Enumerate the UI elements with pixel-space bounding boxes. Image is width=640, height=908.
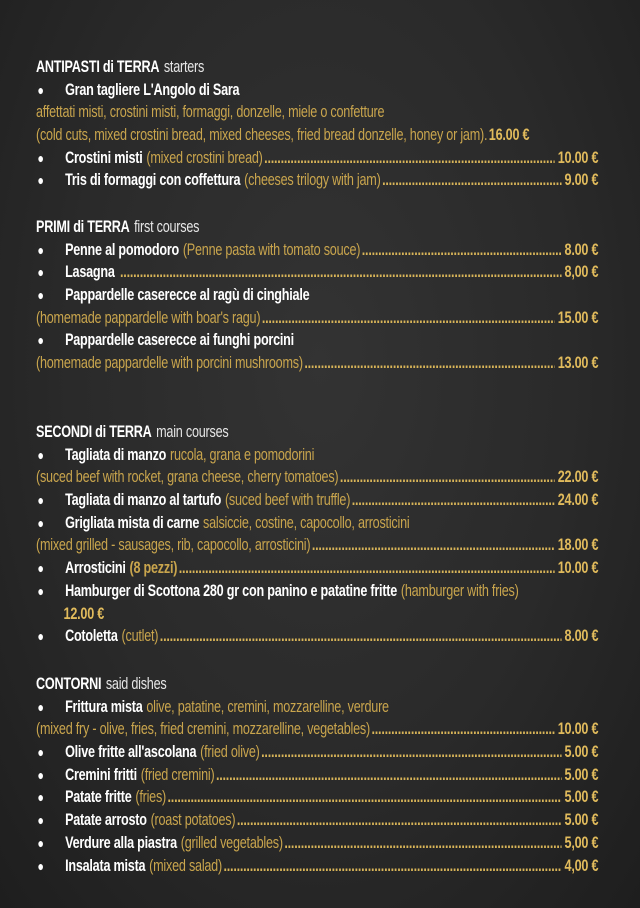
menu-line bbox=[36, 169, 598, 192]
dish-description: affettati misti, crostini misti, formaggi, donzelle, miele o confetture bbox=[36, 103, 385, 122]
menu-line bbox=[36, 466, 598, 489]
dish-price: 18.00 € bbox=[557, 536, 599, 555]
dish-name: Patate arrosto bbox=[65, 811, 147, 830]
bullet-icon: ● bbox=[37, 149, 44, 166]
menu-line bbox=[36, 512, 598, 535]
dish-description: salsiccie, costine, capocollo, arrosticini bbox=[202, 513, 410, 532]
dish-description: (mixed crostini bread) bbox=[146, 148, 263, 167]
dish-description: (fried cremini) bbox=[140, 765, 215, 784]
menu-line bbox=[36, 489, 598, 512]
dot-leader bbox=[168, 786, 562, 809]
dot-leader bbox=[352, 489, 555, 512]
bullet-icon: ● bbox=[37, 789, 44, 806]
dish-price: 10.00 € bbox=[557, 720, 599, 739]
dish-name: Lasagna bbox=[65, 263, 115, 282]
dish-name: Verdure alla piastra bbox=[65, 833, 177, 852]
dot-leader bbox=[382, 169, 561, 192]
dish-description: (hamburger with fries) bbox=[400, 581, 519, 600]
bullet-icon: ● bbox=[37, 492, 44, 509]
menu-section bbox=[36, 421, 598, 648]
menu-line bbox=[36, 329, 598, 352]
menu-line bbox=[36, 352, 598, 375]
section-title: SECONDI di TERRA bbox=[36, 423, 152, 441]
dish-description: (cutlet) bbox=[121, 627, 159, 646]
menu-line bbox=[36, 580, 598, 603]
dish-name: Grigliata mista di carne bbox=[65, 513, 200, 532]
dish-name: Tagliata di manzo al tartufo bbox=[65, 491, 222, 510]
dish-name: Patate fritte bbox=[65, 788, 132, 807]
section-subtitle: said dishes bbox=[105, 675, 167, 693]
section-header bbox=[36, 673, 598, 696]
dish-description: (homemade pappardelle with porcini mushrooms) bbox=[36, 354, 303, 373]
menu-line bbox=[36, 147, 598, 170]
menu-line bbox=[36, 741, 598, 764]
dish-price: 5.00 € bbox=[564, 788, 599, 807]
menu-line bbox=[36, 261, 598, 284]
menu-line bbox=[36, 239, 598, 262]
bullet-icon: ● bbox=[37, 287, 44, 304]
menu-line bbox=[36, 625, 598, 648]
bullet-icon: ● bbox=[37, 514, 44, 531]
section-subtitle: main courses bbox=[156, 423, 229, 441]
bullet-icon: ● bbox=[37, 834, 44, 851]
dish-description: (Penne pasta with tomato souce) bbox=[182, 240, 361, 259]
dish-name: Crostini misti bbox=[65, 148, 143, 167]
section-header bbox=[36, 56, 598, 79]
dish-name: Tagliata di manzo bbox=[65, 445, 167, 464]
dish-name: Hamburger di Scottona 280 gr con panino e patatine fritte bbox=[65, 581, 398, 600]
menu-line bbox=[36, 444, 598, 467]
section-header bbox=[36, 216, 598, 239]
bullet-icon: ● bbox=[37, 446, 44, 463]
section-title: CONTORNI bbox=[36, 675, 102, 693]
dish-name: Frittura mista bbox=[65, 697, 143, 716]
menu-section bbox=[36, 216, 598, 375]
menu-line bbox=[36, 534, 598, 557]
dish-price: 8,00 € bbox=[564, 263, 599, 282]
section-subtitle: first courses bbox=[134, 218, 200, 236]
dot-leader bbox=[237, 809, 562, 832]
bullet-icon: ● bbox=[37, 332, 44, 349]
menu-line bbox=[36, 307, 598, 330]
dish-description: (roast potatoes) bbox=[150, 811, 236, 830]
bullet-icon: ● bbox=[37, 241, 44, 258]
dish-price: 5,00 € bbox=[564, 833, 599, 852]
dish-description: (mixed fry - olive, fries, fried cremini, mozzarelline, vegetables) bbox=[36, 720, 370, 739]
dot-leader bbox=[371, 718, 554, 741]
section-header bbox=[36, 421, 598, 444]
dish-price: 5.00 € bbox=[564, 765, 599, 784]
menu-line bbox=[36, 696, 598, 719]
menu-section bbox=[36, 673, 598, 877]
dish-description: rucola, grana e pomodorini bbox=[169, 445, 315, 464]
dish-name: Tris di formaggi con coffettura bbox=[65, 171, 241, 190]
menu-line bbox=[36, 101, 598, 124]
dish-price: 10.00 € bbox=[557, 148, 599, 167]
menu-line bbox=[36, 786, 598, 809]
menu-line bbox=[36, 718, 598, 741]
dish-price: 5.00 € bbox=[564, 811, 599, 830]
dot-leader bbox=[216, 764, 562, 787]
section-title: ANTIPASTI di TERRA bbox=[36, 58, 160, 76]
bullet-icon: ● bbox=[37, 264, 44, 281]
dish-name: Olive fritte all'ascolana bbox=[65, 743, 197, 762]
dish-price: 8.00 € bbox=[564, 240, 599, 259]
menu-line bbox=[36, 855, 598, 878]
dish-name: Pappardelle caserecce ai funghi porcini bbox=[65, 331, 294, 350]
menu-line bbox=[36, 764, 598, 787]
dot-leader bbox=[120, 261, 561, 284]
dish-name: Gran tagliere L'Angolo di Sara bbox=[65, 80, 240, 99]
bullet-icon: ● bbox=[37, 582, 44, 599]
dish-price: 24.00 € bbox=[557, 491, 599, 510]
dot-leader bbox=[179, 557, 555, 580]
dish-name: Cotoletta bbox=[65, 627, 118, 646]
menu-section bbox=[36, 56, 598, 192]
bullet-icon: ● bbox=[37, 81, 44, 98]
dish-description: (fries) bbox=[135, 788, 167, 807]
dish-price: 15.00 € bbox=[557, 308, 599, 327]
menu-line bbox=[36, 284, 598, 307]
bullet-icon: ● bbox=[37, 766, 44, 783]
dish-description: (mixed grilled - sausages, rib, capocollo, arrosticini) bbox=[36, 536, 311, 555]
bullet-icon: ● bbox=[37, 172, 44, 189]
dish-name: Penne al pomodoro bbox=[65, 240, 179, 259]
dot-leader bbox=[304, 352, 554, 375]
dot-leader bbox=[262, 307, 555, 330]
dish-description: (8 pezzi) bbox=[129, 559, 178, 578]
dish-description: (homemade pappardelle with boar's ragu) bbox=[36, 308, 261, 327]
bullet-icon: ● bbox=[37, 744, 44, 761]
dish-price: 5.00 € bbox=[564, 743, 599, 762]
dish-price: 22.00 € bbox=[557, 468, 599, 487]
dot-leader bbox=[264, 147, 555, 170]
dish-description: (grilled vegetables) bbox=[180, 833, 283, 852]
dish-price: 4,00 € bbox=[564, 856, 599, 875]
dot-leader bbox=[160, 625, 562, 648]
dot-leader bbox=[312, 534, 555, 557]
bullet-icon: ● bbox=[37, 812, 44, 829]
bullet-icon: ● bbox=[37, 628, 44, 645]
dish-price: 9.00 € bbox=[564, 171, 599, 190]
dot-leader bbox=[284, 832, 561, 855]
dot-leader bbox=[223, 855, 561, 878]
dish-description: (suced beef with rocket, grana cheese, cherry tomatoes) bbox=[36, 468, 339, 487]
section-title: PRIMI di TERRA bbox=[36, 218, 130, 236]
dish-name: Cremini fritti bbox=[65, 765, 137, 784]
dish-price: 12.00 € bbox=[63, 604, 105, 623]
bullet-icon: ● bbox=[37, 857, 44, 874]
menu-line bbox=[36, 809, 598, 832]
dish-description: (mixed salad) bbox=[149, 856, 222, 875]
menu-line bbox=[36, 603, 598, 626]
dish-description: (cheeses trilogy with jam) bbox=[244, 171, 381, 190]
dish-description: (suced beef with truffle) bbox=[224, 491, 351, 510]
dot-leader bbox=[362, 239, 562, 262]
section-subtitle: starters bbox=[163, 58, 205, 76]
dish-price: 16.00 € bbox=[488, 126, 530, 145]
dish-price: 8.00 € bbox=[564, 627, 599, 646]
dish-name: Insalata mista bbox=[65, 856, 146, 875]
dish-description: olive, patatine, cremini, mozzarelline, verdure bbox=[146, 697, 389, 716]
dish-description: (fried olive) bbox=[200, 743, 260, 762]
dish-price: 10.00 € bbox=[557, 559, 599, 578]
dish-description: (cold cuts, mixed crostini bread, mixed cheeses, fried bread donzelle, honey or jam). bbox=[36, 126, 488, 145]
menu-line bbox=[36, 79, 598, 102]
bullet-icon: ● bbox=[37, 560, 44, 577]
menu-line bbox=[36, 832, 598, 855]
dish-name: Arrosticini bbox=[65, 559, 126, 578]
bullet-icon: ● bbox=[37, 698, 44, 715]
dot-leader bbox=[340, 466, 555, 489]
dish-price: 13.00 € bbox=[557, 354, 599, 373]
menu-line bbox=[36, 557, 598, 580]
dish-name: Pappardelle caserecce al ragù di cinghiale bbox=[65, 286, 310, 305]
menu-line bbox=[36, 124, 598, 147]
dot-leader bbox=[261, 741, 561, 764]
